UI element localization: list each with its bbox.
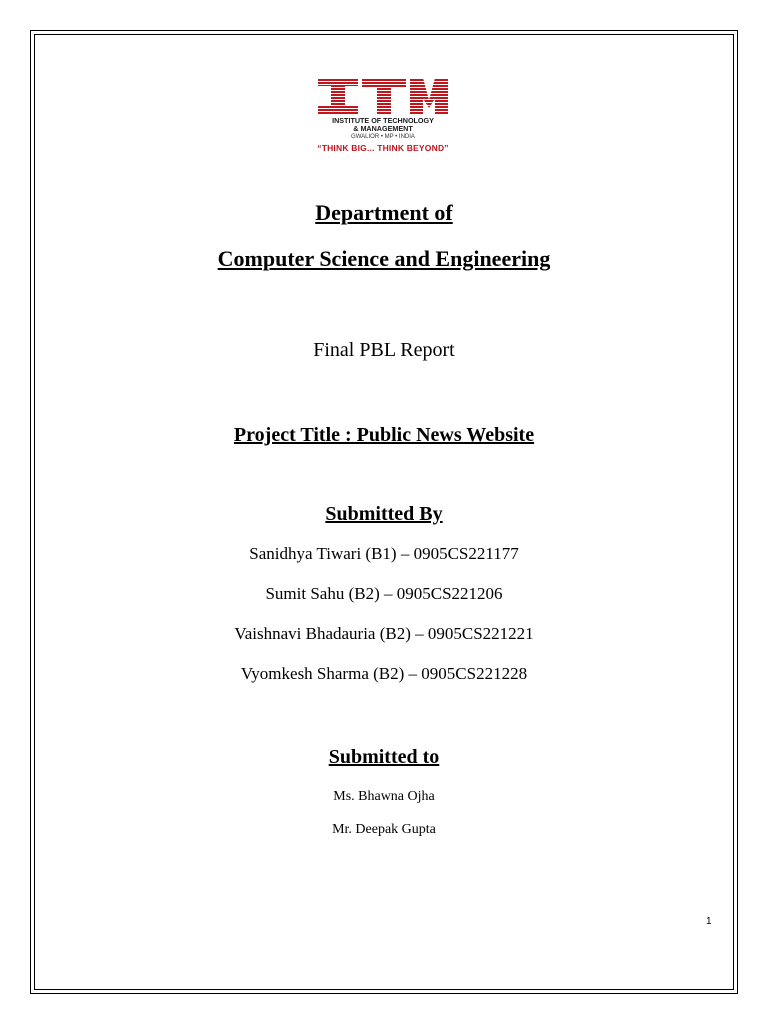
branch-heading: Computer Science and Engineering [217,246,551,271]
project-title: Project Title : Public News Website [233,424,535,446]
itm-logo [288,76,478,158]
logo-institute-line2: & MANAGEMENT [353,124,413,133]
student-entry: Vyomkesh Sharma (B2) – 0905CS221228 [240,664,528,683]
page-number: 1 [706,916,712,927]
student-entry: Sumit Sahu (B2) – 0905CS221206 [265,584,503,603]
logo-location: GWALIOR • MP • INDIA [351,134,415,140]
student-entry: Vaishnavi Bhadauria (B2) – 0905CS221221 [234,624,534,643]
submitted-by-heading: Submitted By [325,503,443,525]
submitted-to-heading: Submitted to [328,746,440,768]
department-heading: Department of [315,200,453,225]
student-entry: Sanidhya Tiwari (B1) – 0905CS221177 [249,544,519,563]
logo-tagline: “THINK BIG... THINK BEYOND” [317,143,449,153]
guide-entry: Ms. Bhawna Ojha [333,789,435,804]
guide-entry: Mr. Deepak Gupta [332,822,436,837]
report-type: Final PBL Report [313,339,455,361]
logo-institute-line1: INSTITUTE OF TECHNOLOGY [332,116,434,125]
itm-logo-letters [288,76,478,116]
